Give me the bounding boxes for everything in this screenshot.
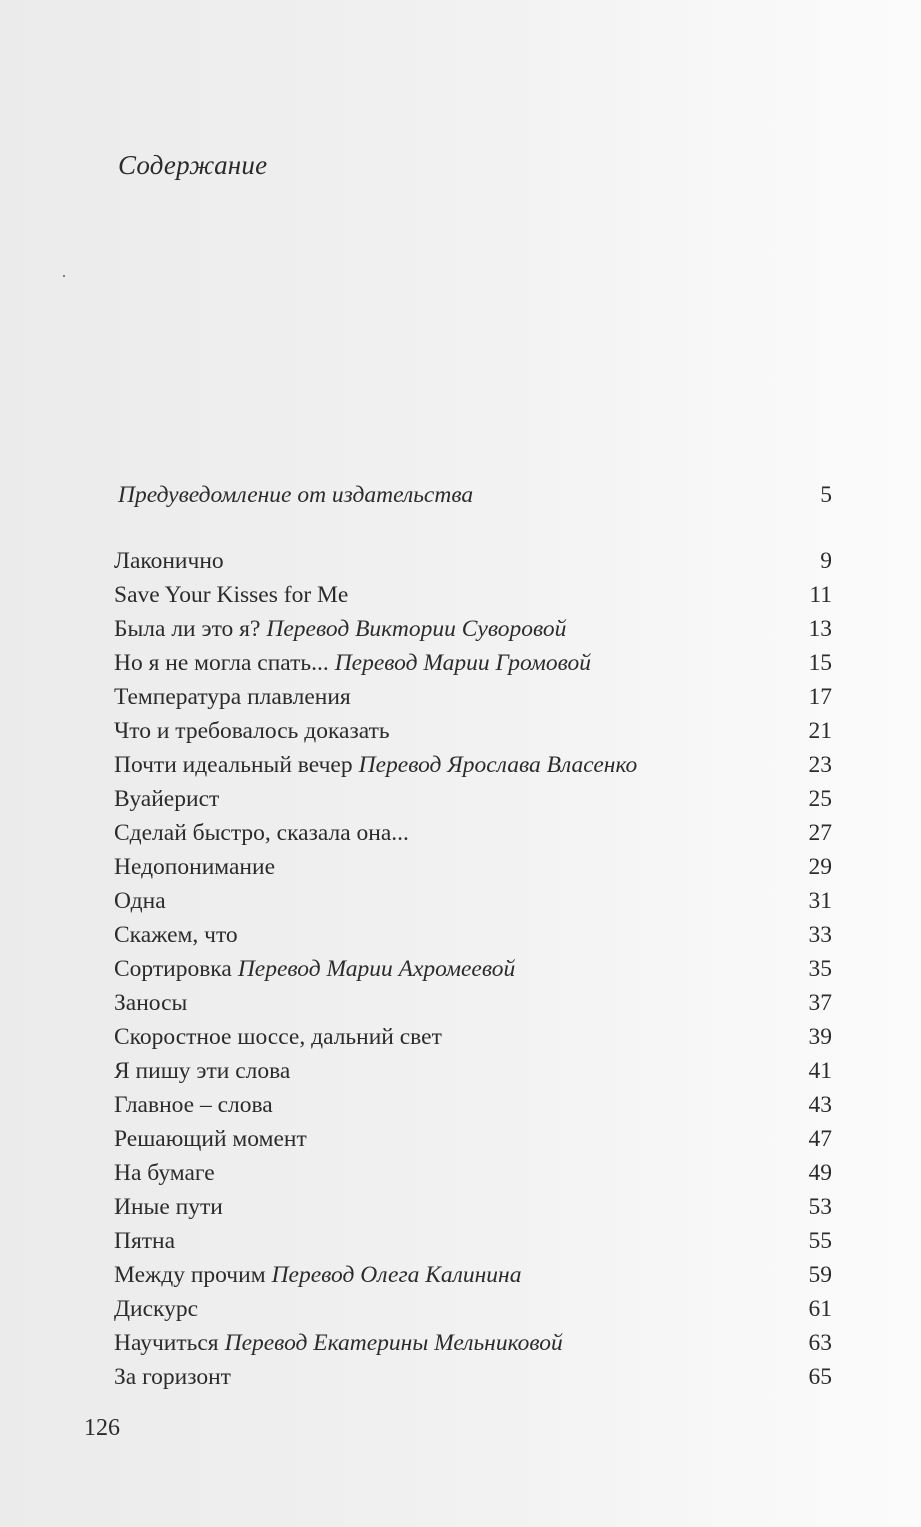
toc-entry-page: 35 [808,956,832,982]
toc-row [114,952,832,986]
toc-entry-text [114,816,409,850]
toc-entry-title: Сделай быстро, сказала она... [114,820,409,846]
toc-entry-page: 55 [808,1228,832,1254]
toc-entry-text [114,952,515,986]
toc-entry-page: 27 [808,820,832,846]
toc-entry-title: Решающий момент [114,1126,307,1152]
toc-entry-text [114,578,348,612]
toc-entry-page: 37 [808,990,832,1016]
toc-row [114,714,832,748]
toc-entry-text [114,748,637,782]
toc-entry-text [114,1360,231,1394]
toc-entry-title: Недопонимание [114,854,276,880]
toc-entry-title: Но я не могла спать... [114,650,329,676]
toc-entry-text [114,1224,175,1258]
toc-entry-text [114,544,224,578]
toc-row [114,1190,832,1224]
toc-entry-translator: Перевод Марии Громовой [334,650,591,676]
toc-entry-text [114,918,238,952]
toc-entry-title: Главное – слова [114,1092,273,1118]
preface-title: Предуведомление от издательства [118,482,474,508]
toc-entry-title: Лаконично [114,548,224,574]
toc-entry-text [114,1020,442,1054]
toc-entry-title: Одна [114,888,166,914]
toc-entry-page: 63 [808,1330,832,1356]
toc-row [114,1360,832,1394]
toc-entry-page: 25 [808,786,832,812]
toc-entry-title: На бумаге [114,1160,215,1186]
toc-entry-page: 65 [808,1364,832,1390]
toc-entry-title: Научиться [114,1330,219,1356]
toc-row [114,748,832,782]
toc-row [114,850,832,884]
toc-entry-text [114,1258,521,1292]
preface-page: 5 [820,482,832,508]
toc-row [114,1326,832,1360]
toc-entry-page: 15 [808,650,832,676]
toc-entry-page: 49 [808,1160,832,1186]
toc-entry-page: 59 [808,1262,832,1288]
toc-entry-title: Скажем, что [114,922,238,948]
preface-entry [114,478,832,512]
toc-entry-page: 43 [808,1092,832,1118]
page-number: 126 [84,1415,120,1441]
toc-entry-title: Была ли это я? [114,616,261,642]
toc-entry-text [114,782,219,816]
toc-row [114,1156,832,1190]
toc-entry-text [114,986,187,1020]
toc-entry-page: 23 [808,752,832,778]
toc-entry-text [114,1326,563,1360]
toc-row [114,1258,832,1292]
toc-entry-title: Что и требовалось доказать [114,718,390,744]
toc-row [114,612,832,646]
toc-entry-text [114,612,566,646]
toc-entry-translator: Перевод Ярослава Власенко [358,752,638,778]
toc-list [114,544,832,1394]
toc-entry-title: За горизонт [114,1364,231,1390]
toc-row [114,1020,832,1054]
toc-row-preface [114,478,832,512]
toc-entry-text [114,714,390,748]
toc-entry-page: 33 [808,922,832,948]
toc-row [114,782,832,816]
toc-entry-text [114,680,351,714]
toc-entry-title: Иные пути [114,1194,223,1220]
toc-row [114,884,832,918]
toc-entry-title: Я пишу эти слова [114,1058,291,1084]
toc-entry-title: Save Your Kisses for Me [114,582,349,608]
toc-entry-page: 13 [808,616,832,642]
toc-entry-text [114,1156,215,1190]
toc-entry-title: Пятна [114,1228,176,1254]
toc-entry-title: Вуайерист [114,786,220,812]
toc-entry-page: 39 [808,1024,832,1050]
toc-entry-translator: Перевод Марии Ахромеевой [237,956,516,982]
toc-entry-title: Почти идеальный вечер [114,752,353,778]
toc-row [114,1054,832,1088]
toc-row [114,680,832,714]
toc-row [114,1088,832,1122]
toc-entry-text [114,1088,273,1122]
toc-entry-title: Дискурс [114,1296,199,1322]
toc-entry-text [114,1122,307,1156]
toc-entry-text [114,1054,290,1088]
toc-entry-title: Между прочим [114,1262,266,1288]
toc-entry-page: 61 [808,1296,832,1322]
toc-entry-text [114,850,275,884]
toc-row [114,1122,832,1156]
toc-entry-text [114,646,591,680]
toc-entry-title: Сортировка [114,956,232,982]
toc-row [114,1292,832,1326]
toc-entry-title: Скоростное шоссе, дальний свет [114,1024,442,1050]
page-speck [63,275,65,277]
toc-row [114,986,832,1020]
toc-entry-page: 41 [808,1058,832,1084]
toc-row [114,1224,832,1258]
toc-row [114,544,832,578]
toc-entry-page: 29 [808,854,832,880]
toc-entry-text [114,1190,223,1224]
toc-entry-text [114,1292,198,1326]
toc-entry-text [114,884,166,918]
toc-entry-translator: Перевод Виктории Суворовой [266,616,567,642]
toc-row [114,578,832,612]
toc-entry-page: 21 [808,718,832,744]
toc-entry-page: 47 [808,1126,832,1152]
toc-entry-page: 17 [808,684,832,710]
toc-row [114,816,832,850]
toc-entry-translator: Перевод Екатерины Мельниковой [224,1330,563,1356]
toc-entry-page: 53 [808,1194,832,1220]
toc-entry-page: 11 [809,582,832,608]
toc-row [114,646,832,680]
toc-entry-title: Температура плавления [114,684,351,710]
contents-heading: Содержание [118,150,268,180]
toc-entry-page: 31 [808,888,832,914]
toc-entry-page: 9 [820,548,832,574]
toc-row [114,918,832,952]
toc-entry-translator: Перевод Олега Калинина [271,1262,522,1288]
toc-entry-title: Заносы [114,990,188,1016]
